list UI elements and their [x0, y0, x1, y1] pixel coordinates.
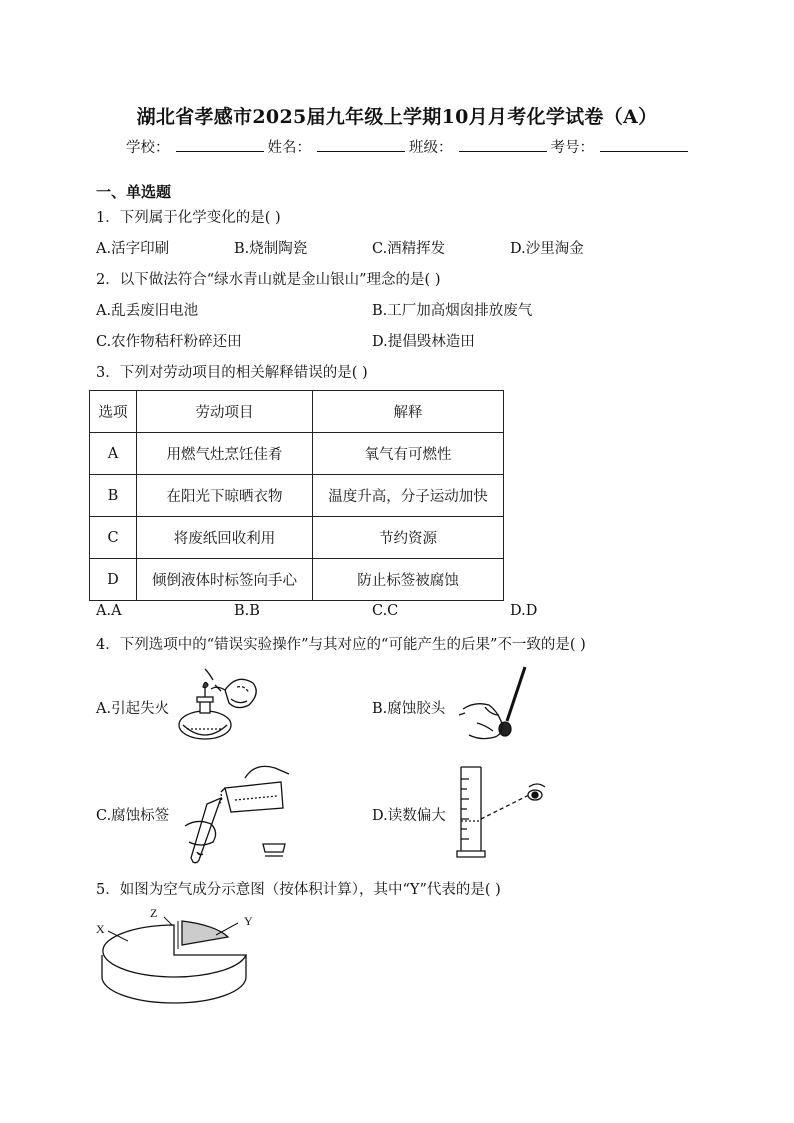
table-cell: 在阳光下晾晒衣物 [137, 475, 313, 517]
exam-title: 湖北省孝感市2025届九年级上学期10月月考化学试卷（A） [136, 106, 658, 128]
q1-option-c[interactable]: C.酒精挥发 [372, 241, 446, 257]
pie-label-y: Y [244, 914, 253, 928]
table-cell: 节约资源 [313, 517, 504, 559]
class-label: 班级： [409, 140, 453, 156]
class-blank[interactable] [459, 137, 547, 152]
q4-option-b[interactable]: B.腐蚀胶头 [372, 701, 446, 717]
q1-option-a[interactable]: A.活字印刷 [96, 241, 170, 257]
name-label: 姓名： [267, 140, 311, 156]
table-cell: 温度升高，分子运动加快 [313, 475, 504, 517]
school-label: 学校： [126, 140, 170, 156]
q4-option-c[interactable]: C.腐蚀标签 [96, 808, 170, 824]
student-info-row [126, 136, 692, 157]
q4-option-a[interactable]: A.引起失火 [96, 701, 170, 717]
q3-table [89, 390, 504, 601]
q3-option-c[interactable]: C.C [372, 603, 399, 619]
measuring-cylinder-reading-illustration [455, 765, 555, 865]
question-4-stem: 4．下列选项中的“错误实验操作”与其对应的“可能产生的后果”不一致的是( ) [96, 637, 586, 653]
q2-option-a[interactable]: A.乱丢废旧电池 [96, 303, 199, 319]
table-cell: B [90, 475, 137, 517]
q3-option-d[interactable]: D.D [510, 603, 538, 619]
q2-option-c[interactable]: C.农作物秸秆粉碎还田 [96, 334, 242, 350]
table-cell: A [90, 433, 137, 475]
table-cell: 倾倒液体时标签向手心 [137, 559, 313, 601]
pie-label-z: Z [150, 906, 158, 920]
q4-option-d[interactable]: D.读数偏大 [372, 808, 446, 824]
name-blank[interactable] [317, 137, 405, 152]
table-header: 选项 [90, 391, 137, 433]
section-heading: 一、单选题 [96, 183, 172, 201]
table-header: 劳动项目 [137, 391, 313, 433]
question-5-stem: 5．如图为空气成分示意图（按体积计算），其中“Y”代表的是( ) [96, 882, 501, 898]
q2-option-b[interactable]: B.工厂加高烟囱排放废气 [372, 303, 533, 319]
pouring-liquid-illustration [185, 760, 300, 865]
table-cell: 防止标签被腐蚀 [313, 559, 504, 601]
table-row [90, 559, 504, 601]
table-cell: D [90, 559, 137, 601]
q1-option-d[interactable]: D.沙里淘金 [510, 241, 584, 257]
alcohol-lamp-lighting-illustration [175, 665, 265, 745]
table-cell: C [90, 517, 137, 559]
question-1-stem: 1．下列属于化学变化的是( ) [96, 210, 281, 226]
air-composition-pie-diagram [92, 905, 267, 1005]
school-blank[interactable] [176, 137, 264, 152]
number-blank[interactable] [600, 137, 688, 152]
table-cell: 氧气有可燃性 [313, 433, 504, 475]
question-2-stem: 2．以下做法符合“绿水青山就是金山银山”理念的是( ) [96, 272, 441, 288]
table-header: 解释 [313, 391, 504, 433]
table-row [90, 517, 504, 559]
q3-option-b[interactable]: B.B [234, 603, 260, 619]
pie-label-x: X [96, 922, 105, 936]
table-cell: 将废纸回收利用 [137, 517, 313, 559]
table-row [90, 433, 504, 475]
number-label: 考号： [550, 140, 594, 156]
table-cell: 用燃气灶烹饪佳肴 [137, 433, 313, 475]
q3-option-a[interactable]: A.A [96, 603, 122, 619]
table-row [90, 475, 504, 517]
q1-option-b[interactable]: B.烧制陶瓷 [234, 241, 308, 257]
table-header-row [90, 391, 504, 433]
dropper-hand-illustration [455, 665, 535, 745]
q2-option-d[interactable]: D.提倡毁林造田 [372, 334, 475, 350]
question-3-stem: 3．下列对劳动项目的相关解释错误的是( ) [96, 365, 368, 381]
